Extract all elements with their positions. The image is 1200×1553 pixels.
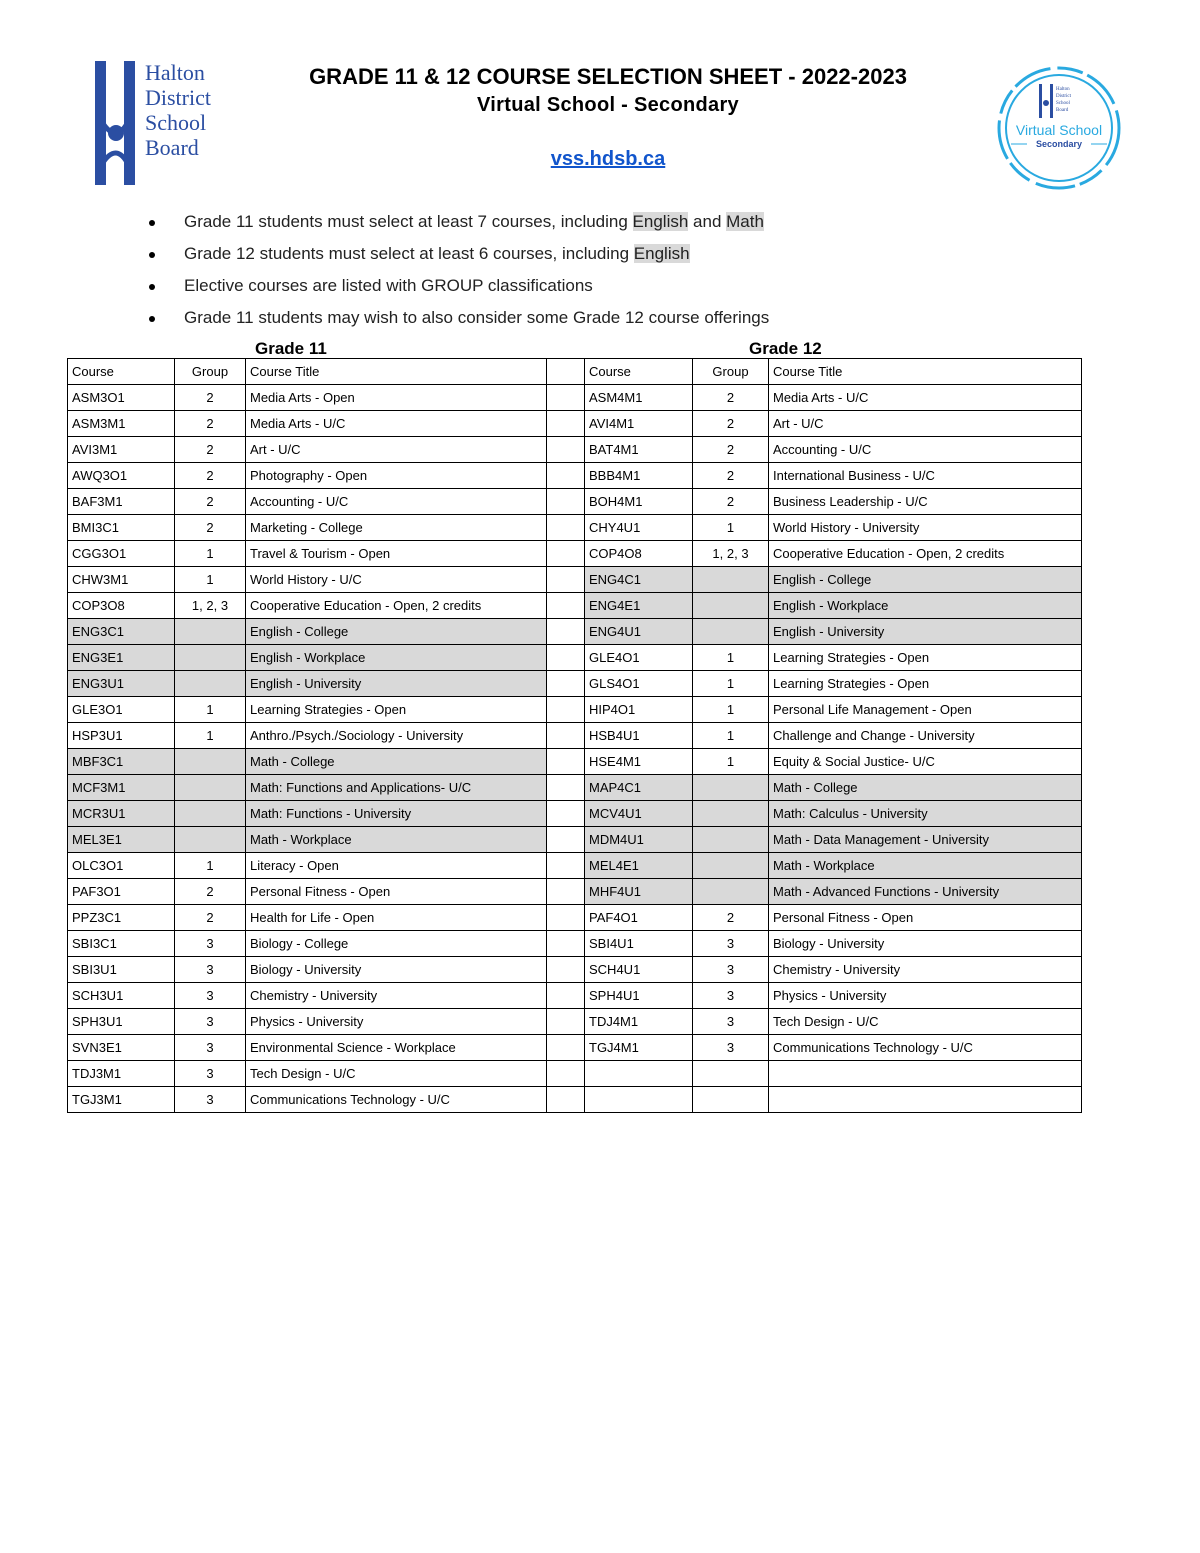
page-title: GRADE 11 & 12 COURSE SELECTION SHEET - 2022-2023 (309, 64, 907, 89)
grade11-course-code: SVN3E1 (68, 1035, 175, 1061)
grade12-course-title: Tech Design - U/C (769, 1009, 1082, 1035)
header (250, 62, 966, 171)
grade11-course-code: CHW3M1 (68, 567, 175, 593)
table-row (68, 1035, 1082, 1061)
grade11-course-title: Math: Functions and Applications- U/C (246, 775, 547, 801)
grade12-course-title: Chemistry - University (769, 957, 1082, 983)
table-row (68, 541, 1082, 567)
table-row (68, 567, 1082, 593)
grade11-course-title: Personal Fitness - Open (246, 879, 547, 905)
grade12-course-group: 3 (693, 1009, 769, 1035)
grade12-course-code: MCV4U1 (585, 801, 693, 827)
grade11-course-code: COP3O8 (68, 593, 175, 619)
grade12-course-code: ENG4C1 (585, 567, 693, 593)
table-row (68, 619, 1082, 645)
grade12-course-title: Personal Fitness - Open (769, 905, 1082, 931)
grade11-course-code: SBI3C1 (68, 931, 175, 957)
grade11-course-group: 2 (175, 463, 246, 489)
table-row (68, 437, 1082, 463)
table-row (68, 827, 1082, 853)
grade11-course-code: MEL3E1 (68, 827, 175, 853)
grade11-course-title: Environmental Science - Workplace (246, 1035, 547, 1061)
grade11-course-title: World History - U/C (246, 567, 547, 593)
grade12-course-code: MAP4C1 (585, 775, 693, 801)
column-gap (547, 385, 585, 411)
grade11-course-group: 3 (175, 1035, 246, 1061)
grade11-course-title: Media Arts - U/C (246, 411, 547, 437)
grade11-course-title: Math - Workplace (246, 827, 547, 853)
instructions-list (140, 206, 769, 334)
column-gap (547, 957, 585, 983)
grade11-course-title: Physics - University (246, 1009, 547, 1035)
table-row (68, 697, 1082, 723)
grade12-course-code: BAT4M1 (585, 437, 693, 463)
column-gap (547, 1087, 585, 1113)
grade12-course-group: 2 (693, 385, 769, 411)
grade11-course-code: TDJ3M1 (68, 1061, 175, 1087)
table-row (68, 931, 1082, 957)
grade11-course-title: Biology - University (246, 957, 547, 983)
column-gap (547, 723, 585, 749)
grade12-course-group (693, 827, 769, 853)
hdsb-logo-text: Halton District School Board (145, 60, 211, 160)
column-gap (547, 775, 585, 801)
table-row (68, 385, 1082, 411)
column-gap (547, 853, 585, 879)
table-row (68, 905, 1082, 931)
grade12-course-code: CHY4U1 (585, 515, 693, 541)
grade11-course-code: ASM3M1 (68, 411, 175, 437)
grade11-course-title: English - University (246, 671, 547, 697)
grade12-course-code: SCH4U1 (585, 957, 693, 983)
grade12-course-title: Biology - University (769, 931, 1082, 957)
grade11-course-code: BAF3M1 (68, 489, 175, 515)
grade11-course-title: Communications Technology - U/C (246, 1087, 547, 1113)
grade12-course-group (693, 1061, 769, 1087)
grade11-course-code: HSP3U1 (68, 723, 175, 749)
instruction-item: Elective courses are listed with GROUP classifications (140, 270, 769, 302)
grade12-course-code: GLE4O1 (585, 645, 693, 671)
col-header-course: Course (68, 359, 175, 385)
svg-text:School: School (1056, 101, 1070, 106)
table-row (68, 879, 1082, 905)
grade11-course-title: Chemistry - University (246, 983, 547, 1009)
column-gap (547, 931, 585, 957)
col-header-course: Course (585, 359, 693, 385)
grade11-course-group: 3 (175, 983, 246, 1009)
column-gap (547, 1009, 585, 1035)
grade11-course-group: 3 (175, 1061, 246, 1087)
page-subtitle: Virtual School - Secondary (477, 94, 739, 116)
table-row (68, 749, 1082, 775)
grade12-course-title: Communications Technology - U/C (769, 1035, 1082, 1061)
virtual-school-emblem-icon (995, 64, 1123, 192)
grade11-course-group: 2 (175, 385, 246, 411)
column-gap (547, 593, 585, 619)
column-gap (547, 827, 585, 853)
grade12-course-code: MDM4U1 (585, 827, 693, 853)
column-gap (547, 749, 585, 775)
website-link[interactable]: vss.hdsb.ca (550, 148, 666, 170)
grade12-course-title: Media Arts - U/C (769, 385, 1082, 411)
grade12-course-group: 2 (693, 489, 769, 515)
highlight-math: Math (726, 212, 764, 231)
grade12-course-group: 1 (693, 515, 769, 541)
grade12-course-title: Cooperative Education - Open, 2 credits (769, 541, 1082, 567)
grade11-course-code: OLC3O1 (68, 853, 175, 879)
column-gap (547, 619, 585, 645)
grade12-heading: Grade 12 (749, 339, 822, 358)
grade11-course-code: ENG3E1 (68, 645, 175, 671)
column-gap (547, 879, 585, 905)
grade11-course-group: 1 (175, 853, 246, 879)
instruction-item: Grade 11 students may wish to also consider some Grade 12 course offerings (140, 302, 769, 334)
grade11-course-code: CGG3O1 (68, 541, 175, 567)
svg-text:Board: Board (1056, 108, 1069, 113)
grade11-course-group: 3 (175, 957, 246, 983)
grade11-course-group: 1 (175, 541, 246, 567)
grade12-course-group (693, 619, 769, 645)
grade12-course-code: COP4O8 (585, 541, 693, 567)
grade12-course-group (693, 775, 769, 801)
grade11-course-title: Marketing - College (246, 515, 547, 541)
grade12-course-code: GLS4O1 (585, 671, 693, 697)
grade11-course-group: 1, 2, 3 (175, 593, 246, 619)
grade12-course-group: 1 (693, 749, 769, 775)
grade12-course-title: Math - Advanced Functions - University (769, 879, 1082, 905)
grade11-course-group (175, 827, 246, 853)
grade12-course-code: TDJ4M1 (585, 1009, 693, 1035)
virtual-school-logo (995, 64, 1123, 192)
grade11-course-title: Math - College (246, 749, 547, 775)
grade11-course-title: Travel & Tourism - Open (246, 541, 547, 567)
column-gap (547, 515, 585, 541)
grade11-course-code: ENG3C1 (68, 619, 175, 645)
grade12-course-group: 2 (693, 463, 769, 489)
grade12-course-group: 2 (693, 411, 769, 437)
column-gap (547, 437, 585, 463)
svg-text:District: District (1056, 94, 1071, 99)
grade12-course-title: Equity & Social Justice- U/C (769, 749, 1082, 775)
grade12-course-group: 2 (693, 437, 769, 463)
grade11-course-code: ASM3O1 (68, 385, 175, 411)
grade12-course-group: 3 (693, 983, 769, 1009)
table-row (68, 983, 1082, 1009)
grade11-course-group: 3 (175, 1009, 246, 1035)
grade12-course-code: MEL4E1 (585, 853, 693, 879)
grade11-course-title: Math: Functions - University (246, 801, 547, 827)
grade11-course-group: 1 (175, 567, 246, 593)
grade12-course-title: English - College (769, 567, 1082, 593)
grade11-course-group: 3 (175, 1087, 246, 1113)
grade11-course-code: AVI3M1 (68, 437, 175, 463)
svg-text:Secondary: Secondary (1035, 139, 1083, 149)
grade11-course-group (175, 645, 246, 671)
course-table (67, 358, 1082, 1113)
table-row (68, 1009, 1082, 1035)
column-gap (547, 541, 585, 567)
grade12-course-code: ENG4E1 (585, 593, 693, 619)
column-gap (547, 983, 585, 1009)
grade11-course-title: Anthro./Psych./Sociology - University (246, 723, 547, 749)
grade12-course-code: BOH4M1 (585, 489, 693, 515)
grade12-course-title: World History - University (769, 515, 1082, 541)
grade11-course-code: TGJ3M1 (68, 1087, 175, 1113)
grade11-course-code: BMI3C1 (68, 515, 175, 541)
grade11-course-code: PPZ3C1 (68, 905, 175, 931)
grade12-course-title: Math: Calculus - University (769, 801, 1082, 827)
grade12-course-code: PAF4O1 (585, 905, 693, 931)
table-row (68, 1087, 1082, 1113)
grade12-course-title: Personal Life Management - Open (769, 697, 1082, 723)
grade12-course-title: English - University (769, 619, 1082, 645)
grade11-course-title: Biology - College (246, 931, 547, 957)
grade11-course-title: Accounting - U/C (246, 489, 547, 515)
grade11-course-title: Literacy - Open (246, 853, 547, 879)
table-row (68, 957, 1082, 983)
grade12-course-title (769, 1061, 1082, 1087)
table-row (68, 1061, 1082, 1087)
grade12-course-title: International Business - U/C (769, 463, 1082, 489)
grade11-course-code: MCF3M1 (68, 775, 175, 801)
col-header-title: Course Title (246, 359, 547, 385)
table-row (68, 723, 1082, 749)
grade11-course-code: GLE3O1 (68, 697, 175, 723)
grade12-course-title: Accounting - U/C (769, 437, 1082, 463)
grade12-course-code: MHF4U1 (585, 879, 693, 905)
grade11-course-code: SPH3U1 (68, 1009, 175, 1035)
grade11-course-group: 2 (175, 411, 246, 437)
grade12-course-group: 1, 2, 3 (693, 541, 769, 567)
table-row (68, 853, 1082, 879)
grade11-course-group (175, 619, 246, 645)
grade12-course-code: HSE4M1 (585, 749, 693, 775)
grade12-course-code: AVI4M1 (585, 411, 693, 437)
col-header-group: Group (175, 359, 246, 385)
table-row (68, 645, 1082, 671)
grade11-course-code: AWQ3O1 (68, 463, 175, 489)
instruction-item: Grade 12 students must select at least 6 courses, including English (140, 238, 769, 270)
column-gap (547, 671, 585, 697)
col-header-group: Group (693, 359, 769, 385)
hdsb-logo (94, 60, 224, 188)
grade12-course-code (585, 1087, 693, 1113)
column-gap (547, 697, 585, 723)
grade12-course-group (693, 801, 769, 827)
grade12-course-title: Learning Strategies - Open (769, 645, 1082, 671)
grade11-course-code: ENG3U1 (68, 671, 175, 697)
grade11-course-title: Media Arts - Open (246, 385, 547, 411)
grade11-course-group: 2 (175, 489, 246, 515)
grade11-course-title: Photography - Open (246, 463, 547, 489)
column-gap (547, 411, 585, 437)
grade11-course-group: 2 (175, 879, 246, 905)
grade12-course-title: Math - Data Management - University (769, 827, 1082, 853)
table-row (68, 515, 1082, 541)
grade11-course-group: 1 (175, 697, 246, 723)
grade11-course-title: English - College (246, 619, 547, 645)
grade11-course-group (175, 749, 246, 775)
grade12-course-title: English - Workplace (769, 593, 1082, 619)
grade11-course-group: 2 (175, 515, 246, 541)
grade11-course-code: MCR3U1 (68, 801, 175, 827)
grade11-heading: Grade 11 (255, 339, 327, 358)
grade12-course-code: TGJ4M1 (585, 1035, 693, 1061)
grade12-course-code: ENG4U1 (585, 619, 693, 645)
grade12-course-group (693, 879, 769, 905)
grade12-course-group: 3 (693, 931, 769, 957)
grade12-course-group: 2 (693, 905, 769, 931)
grade12-course-code (585, 1061, 693, 1087)
grade12-course-group: 1 (693, 697, 769, 723)
table-row (68, 775, 1082, 801)
grade12-course-title: Art - U/C (769, 411, 1082, 437)
svg-text:Halton: Halton (1056, 87, 1070, 92)
svg-text:Virtual School: Virtual School (1015, 122, 1103, 138)
grade11-course-title: Art - U/C (246, 437, 547, 463)
grade12-course-code: BBB4M1 (585, 463, 693, 489)
column-gap (547, 645, 585, 671)
grade11-course-code: SCH3U1 (68, 983, 175, 1009)
grade11-course-title: Learning Strategies - Open (246, 697, 547, 723)
grade12-course-group (693, 853, 769, 879)
highlight-english: English (633, 244, 690, 263)
grade11-course-title: Cooperative Education - Open, 2 credits (246, 593, 547, 619)
grade12-course-group (693, 593, 769, 619)
grade12-course-title: Challenge and Change - University (769, 723, 1082, 749)
grade12-course-group (693, 567, 769, 593)
grade11-course-group: 3 (175, 931, 246, 957)
grade12-course-title: Learning Strategies - Open (769, 671, 1082, 697)
grade11-course-code: SBI3U1 (68, 957, 175, 983)
table-row (68, 671, 1082, 697)
column-gap (547, 359, 585, 385)
grade12-course-code: SBI4U1 (585, 931, 693, 957)
grade12-course-code: SPH4U1 (585, 983, 693, 1009)
table-header-row (68, 359, 1082, 385)
column-gap (547, 1035, 585, 1061)
col-header-title: Course Title (769, 359, 1082, 385)
grade12-course-group (693, 1087, 769, 1113)
grade11-course-group (175, 671, 246, 697)
table-row (68, 463, 1082, 489)
column-gap (547, 489, 585, 515)
table-row (68, 489, 1082, 515)
grade12-course-title: Business Leadership - U/C (769, 489, 1082, 515)
grade12-course-title: Physics - University (769, 983, 1082, 1009)
grade11-course-title: English - Workplace (246, 645, 547, 671)
highlight-english: English (632, 212, 689, 231)
grade11-course-code: PAF3O1 (68, 879, 175, 905)
grade12-course-title: Math - Workplace (769, 853, 1082, 879)
grade11-course-group: 2 (175, 437, 246, 463)
table-row (68, 411, 1082, 437)
grade12-course-group: 3 (693, 957, 769, 983)
hdsb-emblem-icon (94, 60, 142, 188)
grade12-course-group: 1 (693, 645, 769, 671)
grade11-course-group: 2 (175, 905, 246, 931)
grade11-course-title: Health for Life - Open (246, 905, 547, 931)
grade11-course-code: MBF3C1 (68, 749, 175, 775)
grade11-course-title: Tech Design - U/C (246, 1061, 547, 1087)
grade12-course-group: 3 (693, 1035, 769, 1061)
grade11-course-group (175, 775, 246, 801)
column-gap (547, 1061, 585, 1087)
grade12-course-code: HIP4O1 (585, 697, 693, 723)
column-gap (547, 801, 585, 827)
column-gap (547, 905, 585, 931)
grade11-course-group: 1 (175, 723, 246, 749)
grade12-course-group: 1 (693, 723, 769, 749)
grade12-course-code: ASM4M1 (585, 385, 693, 411)
grade12-course-code: HSB4U1 (585, 723, 693, 749)
table-row (68, 593, 1082, 619)
grade11-course-group (175, 801, 246, 827)
column-gap (547, 567, 585, 593)
grade12-course-title (769, 1087, 1082, 1113)
grade12-course-group: 1 (693, 671, 769, 697)
instruction-item: Grade 11 students must select at least 7 courses, including English and Math (140, 206, 769, 238)
column-gap (547, 463, 585, 489)
grade12-course-title: Math - College (769, 775, 1082, 801)
table-row (68, 801, 1082, 827)
